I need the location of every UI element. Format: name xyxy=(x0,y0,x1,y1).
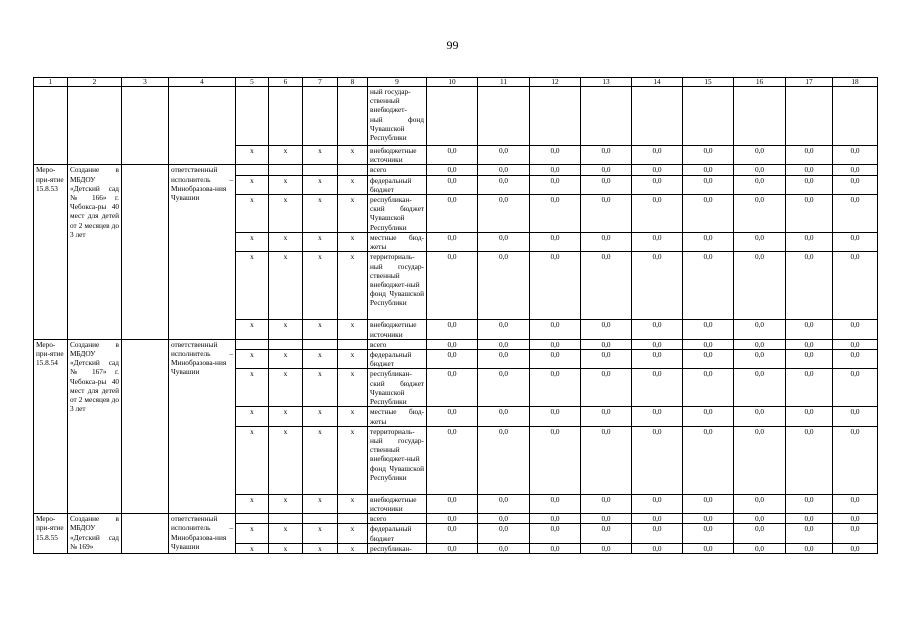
amount-cell: 0,0 xyxy=(530,514,581,524)
amount-cell: 0,0 xyxy=(632,426,683,494)
table-cell xyxy=(34,87,68,165)
activity-code: Меро-при-ятие 15.8.53 xyxy=(34,165,68,339)
amount-cell: 0,0 xyxy=(581,369,632,407)
activity-executor: ответственный исполнитель – Минобразова-ния Чувашии xyxy=(169,165,236,339)
amount-cell: 0,0 xyxy=(833,426,878,494)
table-row xyxy=(34,514,878,524)
amount-cell: 0,0 xyxy=(530,350,581,369)
amount-cell: 0,0 xyxy=(833,165,878,175)
table-row xyxy=(34,165,878,175)
amount-cell: 0,0 xyxy=(478,233,530,252)
amount-cell: 0,0 xyxy=(478,252,530,320)
table-cell xyxy=(734,87,786,146)
amount-cell: 0,0 xyxy=(833,350,878,369)
amount-cell: 0,0 xyxy=(683,407,734,426)
amount-cell: 0,0 xyxy=(786,514,833,524)
amount-cell: 0,0 xyxy=(632,165,683,175)
col-header: 17 xyxy=(786,78,833,87)
activity-name: Создание в МБДОУ «Детский сад № 166» г. Чебокса-ры 40 мест для детей от 2 месяцев до 3 лет xyxy=(68,165,122,339)
col-header: 15 xyxy=(683,78,734,87)
amount-cell: 0,0 xyxy=(632,524,683,543)
amount-cell: 0,0 xyxy=(833,195,878,233)
table-row xyxy=(34,339,878,349)
col-header: 16 xyxy=(734,78,786,87)
amount-cell: 0,0 xyxy=(734,320,786,339)
indicator-mark: х xyxy=(269,233,303,252)
amount-cell: 0,0 xyxy=(786,426,833,494)
amount-cell: 0,0 xyxy=(734,514,786,524)
amount-cell: 0,0 xyxy=(632,514,683,524)
amount-cell: 0,0 xyxy=(786,543,833,553)
col-header: 6 xyxy=(269,78,303,87)
amount-cell: 0,0 xyxy=(478,514,530,524)
empty-cell xyxy=(303,514,338,524)
amount-cell: 0,0 xyxy=(833,514,878,524)
amount-cell: 0,0 xyxy=(632,252,683,320)
col-header: 11 xyxy=(478,78,530,87)
amount-cell: 0,0 xyxy=(786,252,833,320)
amount-cell: 0,0 xyxy=(581,407,632,426)
table-cell xyxy=(303,87,338,146)
indicator-mark: х xyxy=(338,543,368,553)
indicator-mark: х xyxy=(303,175,338,194)
indicator-mark: х xyxy=(269,494,303,513)
col-header: 13 xyxy=(581,78,632,87)
col-header: 2 xyxy=(68,78,122,87)
amount-cell: 0,0 xyxy=(683,369,734,407)
amount-cell: 0,0 xyxy=(530,494,581,513)
amount-cell: 0,0 xyxy=(786,165,833,175)
amount-cell: 0,0 xyxy=(427,320,478,339)
indicator-mark: х xyxy=(236,252,269,320)
header-row xyxy=(34,78,878,87)
indicator-mark: х xyxy=(269,524,303,543)
amount-cell: 0,0 xyxy=(833,369,878,407)
col-header: 18 xyxy=(833,78,878,87)
amount-cell: 0,0 xyxy=(786,494,833,513)
empty-cell xyxy=(269,339,303,349)
activity-code: Меро-при-ятие 15.8.54 xyxy=(34,339,68,513)
empty-cell xyxy=(236,165,269,175)
indicator-mark: х xyxy=(236,524,269,543)
amount-cell: 0,0 xyxy=(581,146,632,165)
amount-cell: 0,0 xyxy=(734,175,786,194)
page-number: 99 xyxy=(446,38,459,52)
amount-cell: 0,0 xyxy=(734,233,786,252)
indicator-mark: х xyxy=(269,146,303,165)
amount-cell: 0,0 xyxy=(734,543,786,553)
amount-cell: 0,0 xyxy=(632,369,683,407)
amount-cell: 0,0 xyxy=(833,543,878,553)
activity-name: Создание в МБДОУ «Детский сад № 167» г. Чебокса-ры 40 мест для детей от 2 месяцев до 3 лет xyxy=(68,339,122,513)
source-line: ный государ- xyxy=(370,87,411,96)
amount-cell: 0,0 xyxy=(786,320,833,339)
source-line: ственный xyxy=(370,96,400,106)
indicator-mark: х xyxy=(338,146,368,165)
indicator-mark: х xyxy=(338,350,368,369)
empty-cell xyxy=(338,339,368,349)
indicator-mark: х xyxy=(303,524,338,543)
funding-source: территориаль-ный государ-ственный внебюджет-ный фонд Чувашской Республики xyxy=(368,426,427,494)
indicator-mark: х xyxy=(338,320,368,339)
indicator-mark: х xyxy=(338,233,368,252)
indicator-mark: х xyxy=(338,195,368,233)
col-header: 8 xyxy=(338,78,368,87)
col-header: 7 xyxy=(303,78,338,87)
amount-cell: 0,0 xyxy=(530,233,581,252)
amount-cell: 0,0 xyxy=(581,514,632,524)
amount-cell: 0,0 xyxy=(786,369,833,407)
table-cell xyxy=(530,87,581,146)
amount-cell: 0,0 xyxy=(478,494,530,513)
amount-cell: 0,0 xyxy=(427,350,478,369)
indicator-mark: х xyxy=(338,407,368,426)
amount-cell: 0,0 xyxy=(734,339,786,349)
amount-cell: 0,0 xyxy=(683,165,734,175)
amount-cell: 0,0 xyxy=(478,426,530,494)
amount-cell: 0,0 xyxy=(734,407,786,426)
amount-cell: 0,0 xyxy=(427,252,478,320)
amount-cell: 0,0 xyxy=(530,339,581,349)
empty-cell xyxy=(122,165,169,339)
amount-cell: 0,0 xyxy=(632,494,683,513)
amount-cell: 0,0 xyxy=(530,369,581,407)
indicator-mark: х xyxy=(338,175,368,194)
indicator-mark: х xyxy=(269,195,303,233)
amount-cell: 0,0 xyxy=(478,195,530,233)
amount-cell: 0,0 xyxy=(786,175,833,194)
col-header: 3 xyxy=(122,78,169,87)
indicator-mark: х xyxy=(303,543,338,553)
table-cell xyxy=(632,87,683,146)
amount-cell: 0,0 xyxy=(427,233,478,252)
amount-cell: 0,0 xyxy=(581,320,632,339)
funding-source: территориаль-ный государ-ственный внебюджет-ный фонд Чувашской Республики xyxy=(368,252,427,320)
source-line: ный фонд xyxy=(370,114,424,124)
amount-cell: 0,0 xyxy=(734,369,786,407)
indicator-mark: х xyxy=(269,426,303,494)
amount-cell: 0,0 xyxy=(581,426,632,494)
amount-cell: 0,0 xyxy=(683,195,734,233)
indicator-mark: х xyxy=(303,350,338,369)
table-cell xyxy=(68,87,122,165)
source-line: внебюджет- xyxy=(370,105,407,115)
indicator-mark: х xyxy=(236,320,269,339)
financing-table xyxy=(33,77,878,554)
amount-cell: 0,0 xyxy=(734,350,786,369)
amount-cell: 0,0 xyxy=(427,426,478,494)
amount-cell: 0,0 xyxy=(478,369,530,407)
col-header: 12 xyxy=(530,78,581,87)
amount-cell: 0,0 xyxy=(530,407,581,426)
col-header: 4 xyxy=(169,78,236,87)
indicator-mark: х xyxy=(303,252,338,320)
indicator-mark: х xyxy=(338,494,368,513)
indicator-mark: х xyxy=(269,369,303,407)
amount-cell: 0,0 xyxy=(632,233,683,252)
funding-source: внебюджетные источники xyxy=(368,494,427,513)
col-header: 1 xyxy=(34,78,68,87)
amount-cell: 0,0 xyxy=(786,233,833,252)
amount-cell: 0,0 xyxy=(632,320,683,339)
amount-cell: 0,0 xyxy=(581,165,632,175)
empty-cell xyxy=(269,514,303,524)
indicator-mark: х xyxy=(338,524,368,543)
amount-cell: 0,0 xyxy=(581,543,632,553)
amount-cell: 0,0 xyxy=(427,514,478,524)
funding-source xyxy=(368,87,427,146)
amount-cell: 0,0 xyxy=(734,146,786,165)
amount-cell: 0,0 xyxy=(427,494,478,513)
funding-source: внебюджетные источники xyxy=(368,146,427,165)
col-header: 14 xyxy=(632,78,683,87)
amount-cell: 0,0 xyxy=(478,175,530,194)
amount-cell: 0,0 xyxy=(833,494,878,513)
amount-cell: 0,0 xyxy=(786,339,833,349)
indicator-mark: х xyxy=(303,195,338,233)
amount-cell: 0,0 xyxy=(530,146,581,165)
amount-cell: 0,0 xyxy=(478,339,530,349)
table-cell xyxy=(122,87,169,165)
indicator-mark: х xyxy=(269,407,303,426)
indicator-mark: х xyxy=(236,175,269,194)
activity-name: Создание в МБДОУ «Детский сад № 169» xyxy=(68,514,122,554)
amount-cell: 0,0 xyxy=(683,339,734,349)
funding-source: федеральный бюджет xyxy=(368,175,427,194)
indicator-mark: х xyxy=(236,233,269,252)
col-header: 10 xyxy=(427,78,478,87)
amount-cell: 0,0 xyxy=(427,146,478,165)
amount-cell: 0,0 xyxy=(427,195,478,233)
table-cell xyxy=(427,87,478,146)
indicator-mark: х xyxy=(269,350,303,369)
funding-source: всего xyxy=(368,339,427,349)
amount-cell: 0,0 xyxy=(734,165,786,175)
empty-cell xyxy=(338,514,368,524)
amount-cell: 0,0 xyxy=(478,146,530,165)
indicator-mark: х xyxy=(236,350,269,369)
table-cell xyxy=(236,87,269,146)
indicator-mark: х xyxy=(236,543,269,553)
amount-cell: 0,0 xyxy=(833,320,878,339)
amount-cell: 0,0 xyxy=(530,195,581,233)
empty-cell xyxy=(122,514,169,554)
indicator-mark: х xyxy=(236,426,269,494)
table-cell xyxy=(269,87,303,146)
indicator-mark: х xyxy=(269,252,303,320)
indicator-mark: х xyxy=(236,494,269,513)
amount-cell: 0,0 xyxy=(683,514,734,524)
indicator-mark: х xyxy=(236,369,269,407)
amount-cell: 0,0 xyxy=(833,407,878,426)
indicator-mark: х xyxy=(303,494,338,513)
amount-cell: 0,0 xyxy=(530,543,581,553)
table-cell xyxy=(581,87,632,146)
amount-cell: 0,0 xyxy=(833,252,878,320)
col-header: 9 xyxy=(368,78,427,87)
amount-cell: 0,0 xyxy=(683,543,734,553)
amount-cell: 0,0 xyxy=(478,524,530,543)
amount-cell: 0,0 xyxy=(478,407,530,426)
indicator-mark: х xyxy=(303,426,338,494)
indicator-mark: х xyxy=(269,175,303,194)
amount-cell: 0,0 xyxy=(581,252,632,320)
amount-cell: 0,0 xyxy=(581,350,632,369)
indicator-mark: х xyxy=(236,195,269,233)
amount-cell: 0,0 xyxy=(632,350,683,369)
empty-cell xyxy=(303,165,338,175)
amount-cell: 0,0 xyxy=(530,426,581,494)
amount-cell: 0,0 xyxy=(427,543,478,553)
amount-cell: 0,0 xyxy=(683,350,734,369)
table-body xyxy=(34,78,878,554)
amount-cell: 0,0 xyxy=(427,175,478,194)
amount-cell: 0,0 xyxy=(427,369,478,407)
indicator-mark: х xyxy=(303,146,338,165)
amount-cell: 0,0 xyxy=(734,426,786,494)
amount-cell: 0,0 xyxy=(683,494,734,513)
amount-cell: 0,0 xyxy=(581,175,632,194)
table-cell xyxy=(338,87,368,146)
table-cell xyxy=(786,87,833,146)
amount-cell: 0,0 xyxy=(734,494,786,513)
amount-cell: 0,0 xyxy=(478,320,530,339)
amount-cell: 0,0 xyxy=(530,165,581,175)
amount-cell: 0,0 xyxy=(581,524,632,543)
amount-cell: 0,0 xyxy=(581,195,632,233)
amount-cell: 0,0 xyxy=(833,524,878,543)
empty-cell xyxy=(338,165,368,175)
table-cell xyxy=(169,87,236,165)
amount-cell: 0,0 xyxy=(683,524,734,543)
amount-cell: 0,0 xyxy=(734,252,786,320)
indicator-mark: х xyxy=(236,407,269,426)
empty-cell xyxy=(269,165,303,175)
empty-cell xyxy=(236,514,269,524)
amount-cell: 0,0 xyxy=(734,524,786,543)
amount-cell: 0,0 xyxy=(683,426,734,494)
source-line: Республики xyxy=(370,133,407,143)
amount-cell: 0,0 xyxy=(632,195,683,233)
amount-cell: 0,0 xyxy=(632,407,683,426)
indicator-mark: х xyxy=(338,426,368,494)
amount-cell: 0,0 xyxy=(581,494,632,513)
indicator-mark: х xyxy=(303,369,338,407)
funding-source: местные бюд-жеты xyxy=(368,407,427,426)
amount-cell: 0,0 xyxy=(581,339,632,349)
amount-cell: 0,0 xyxy=(632,175,683,194)
amount-cell: 0,0 xyxy=(833,146,878,165)
funding-source: местные бюд-жеты xyxy=(368,233,427,252)
table-cell xyxy=(833,87,878,146)
amount-cell: 0,0 xyxy=(734,195,786,233)
amount-cell: 0,0 xyxy=(530,252,581,320)
amount-cell: 0,0 xyxy=(530,524,581,543)
funding-source: республикан-ский бюджет Чувашской Республики xyxy=(368,195,427,233)
amount-cell: 0,0 xyxy=(786,524,833,543)
activity-executor: ответственный исполнитель – Минобразова-ния Чувашии xyxy=(169,514,236,554)
indicator-mark: х xyxy=(303,320,338,339)
amount-cell: 0,0 xyxy=(683,233,734,252)
amount-cell: 0,0 xyxy=(530,320,581,339)
funding-source: республикан-ский бюджет Чувашской Республики xyxy=(368,369,427,407)
amount-cell: 0,0 xyxy=(478,543,530,553)
funding-source: всего xyxy=(368,165,427,175)
amount-cell: 0,0 xyxy=(427,165,478,175)
amount-cell: 0,0 xyxy=(833,233,878,252)
amount-cell: 0,0 xyxy=(478,350,530,369)
indicator-mark: х xyxy=(236,146,269,165)
indicator-mark: х xyxy=(338,252,368,320)
amount-cell: 0,0 xyxy=(478,165,530,175)
empty-cell xyxy=(236,339,269,349)
table-cell xyxy=(683,87,734,146)
amount-cell: 0,0 xyxy=(581,233,632,252)
funding-source: федеральный бюджет xyxy=(368,350,427,369)
table-row xyxy=(34,87,878,146)
indicator-mark: х xyxy=(338,369,368,407)
amount-cell: 0,0 xyxy=(632,339,683,349)
amount-cell: 0,0 xyxy=(683,175,734,194)
funding-source: внебюджетные источники xyxy=(368,320,427,339)
amount-cell: 0,0 xyxy=(632,543,683,553)
amount-cell: 0,0 xyxy=(833,175,878,194)
indicator-mark: х xyxy=(303,233,338,252)
amount-cell: 0,0 xyxy=(683,146,734,165)
amount-cell: 0,0 xyxy=(786,407,833,426)
funding-source: республикан- xyxy=(368,543,427,553)
amount-cell: 0,0 xyxy=(427,339,478,349)
activity-code: Меро-при-ятие 15.8.55 xyxy=(34,514,68,554)
amount-cell: 0,0 xyxy=(427,524,478,543)
amount-cell: 0,0 xyxy=(786,146,833,165)
amount-cell: 0,0 xyxy=(530,175,581,194)
funding-source: всего xyxy=(368,514,427,524)
amount-cell: 0,0 xyxy=(632,146,683,165)
amount-cell: 0,0 xyxy=(833,339,878,349)
amount-cell: 0,0 xyxy=(683,252,734,320)
indicator-mark: х xyxy=(269,320,303,339)
amount-cell: 0,0 xyxy=(786,195,833,233)
amount-cell: 0,0 xyxy=(683,320,734,339)
indicator-mark: х xyxy=(269,543,303,553)
source-line: Чувашской xyxy=(370,123,405,133)
empty-cell xyxy=(303,339,338,349)
amount-cell: 0,0 xyxy=(427,407,478,426)
table-cell xyxy=(478,87,530,146)
amount-cell: 0,0 xyxy=(786,350,833,369)
indicator-mark: х xyxy=(303,407,338,426)
funding-source: федеральный бюджет xyxy=(368,524,427,543)
activity-executor: ответственный исполнитель – Минобразова-ния Чувашии xyxy=(169,339,236,513)
col-header: 5 xyxy=(236,78,269,87)
empty-cell xyxy=(122,339,169,513)
